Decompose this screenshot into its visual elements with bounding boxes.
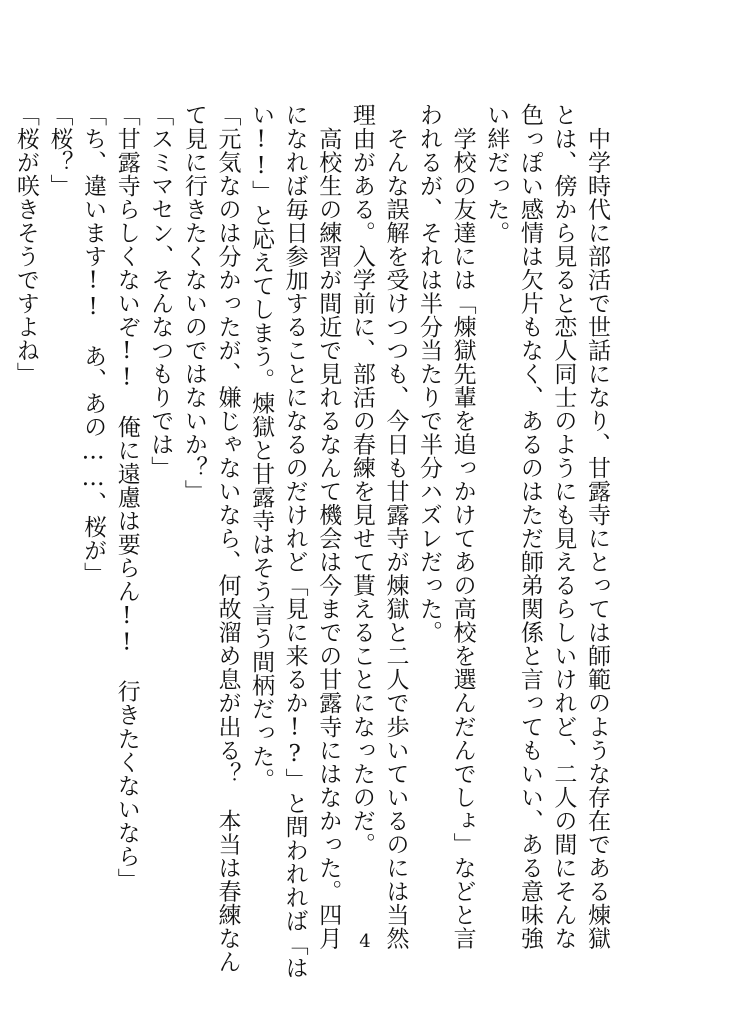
- text-line: になれば毎日参加することになるのだけれど「見に来るか!?」と問われれば「は: [281, 103, 308, 980]
- text-line: い!!」と応えてしまう。煉獄と甘露寺はそう言う間柄だった。: [248, 103, 275, 792]
- text-line: とは、傍から見ると恋人同士のようにも見えるらしいけれど、二人の間にそんな: [550, 103, 577, 950]
- text-line: そんな誤解を受けつつも、今日も甘露寺が煉獄と二人で歩いているのには当然: [382, 103, 409, 950]
- text-line: 理由がある。入学前に、部活の春練を見せて貰えることになったのだ。: [348, 103, 375, 856]
- page-number: 4: [359, 931, 371, 952]
- text-line: 「ち、違います!! あ、あの……、桜が」: [80, 103, 107, 586]
- text-line: 「元気なのは分かったが、嫌じゃないなら、何故溜め息が出る？ 本当は春練なん: [214, 103, 241, 974]
- text-line: い絆だった。: [483, 103, 510, 245]
- body-text: [8, 103, 613, 980]
- text-line: 「桜？」: [46, 103, 73, 198]
- text-line: われるが、それは半分当たりで半分ハズレだった。: [416, 103, 443, 644]
- text-line: て見に行きたくないのではないか？」: [180, 103, 207, 503]
- text-line: 色っぽい感情は欠片もなく、あるのはただ師弟関係と言ってもいい、ある意味強: [516, 103, 543, 950]
- text-line: 中学時代に部活で世話になり、甘露寺にとっては師範のような存在である煉獄: [584, 103, 610, 950]
- text-line: 「桜が咲きそうですよね」: [12, 103, 39, 386]
- text-line: 学校の友達には「煉獄先輩を追っかけてあの高校を選んだんでしょ」などと言: [449, 103, 476, 950]
- text-line: 「甘露寺らしくないぞ!! 俺に遠慮は要らん!! 行きたくないなら」: [113, 103, 140, 892]
- text-line: 高校生の練習が間近で見れるなんて機会は今までの甘露寺にはなかった。四月: [315, 103, 342, 950]
- text-line: 「スミマセン、そんなつもりでは」: [147, 103, 174, 480]
